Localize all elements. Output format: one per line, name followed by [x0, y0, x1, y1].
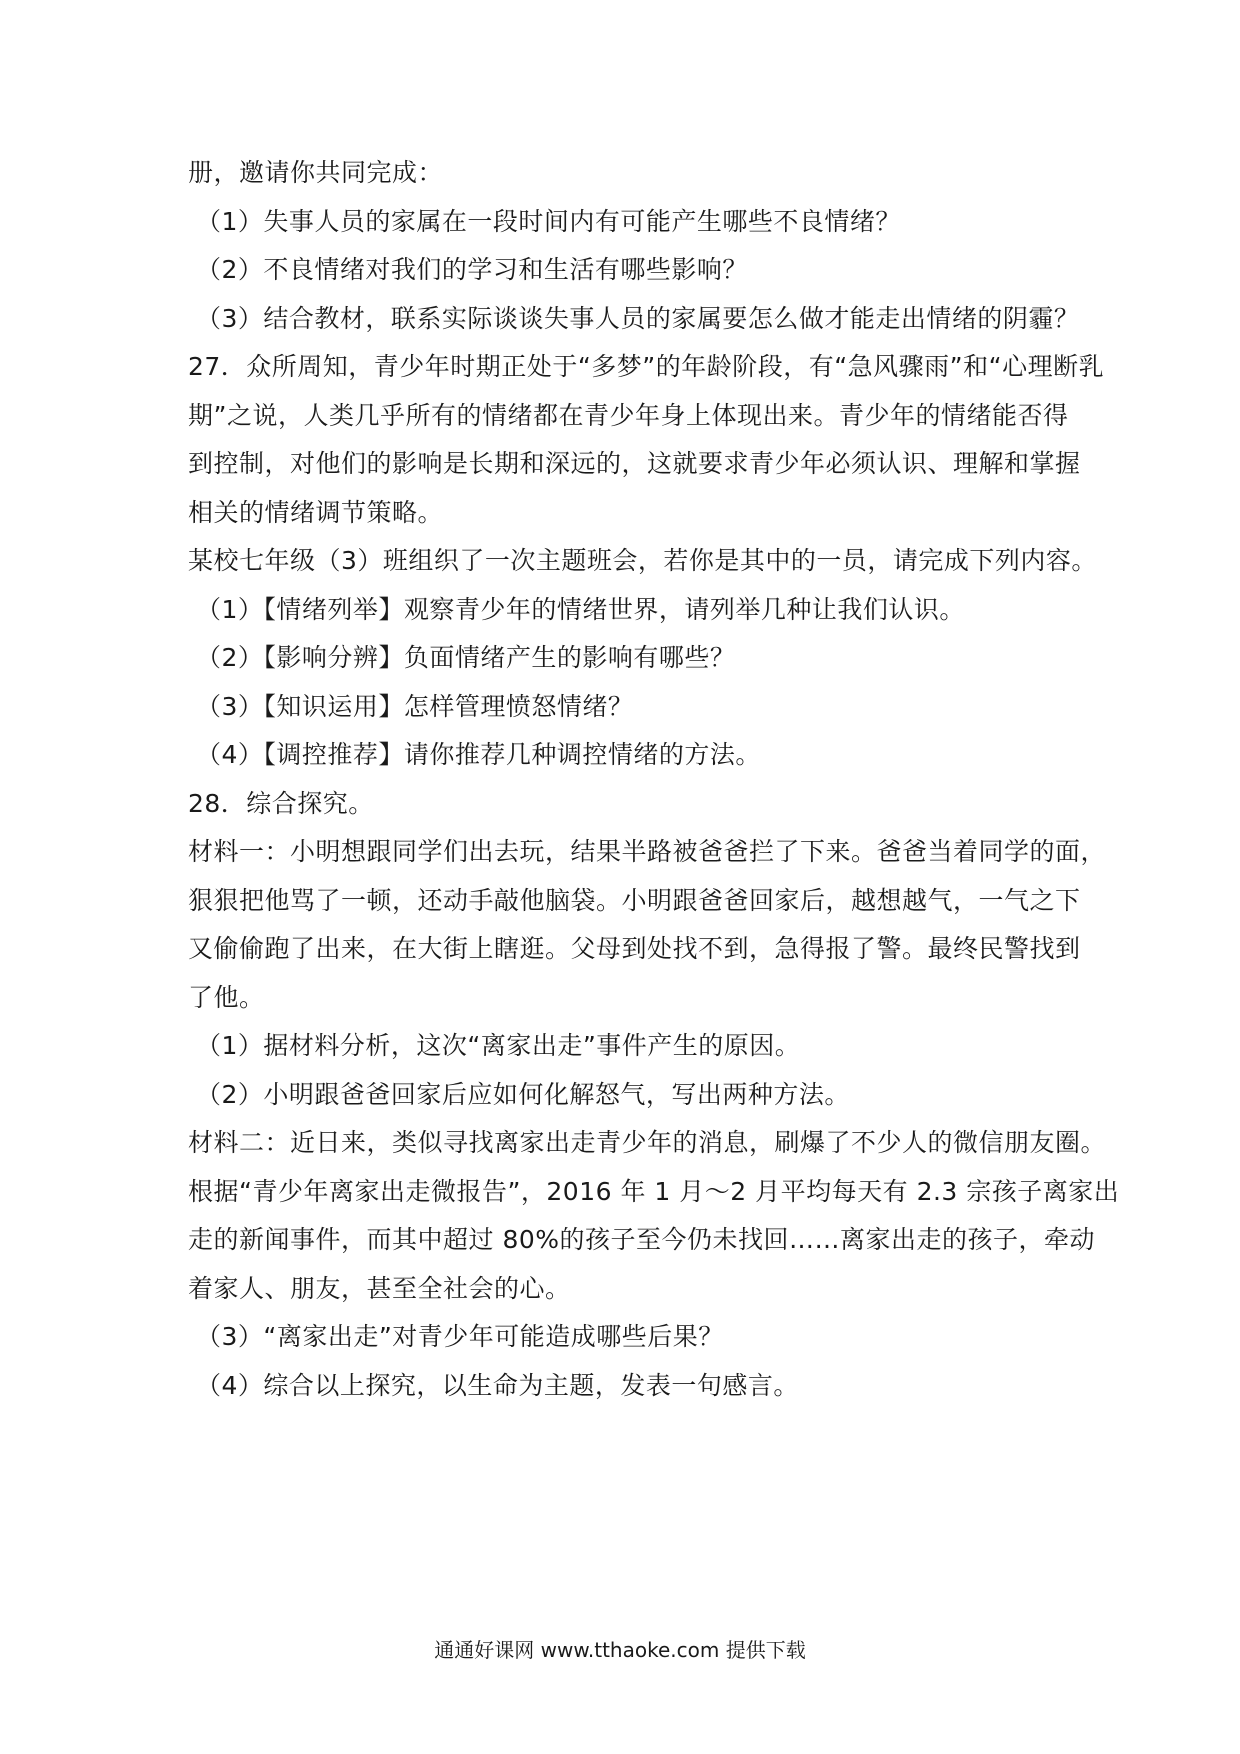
- text-line: 某校七年级（3）班组织了一次主题班会，若你是其中的一员，请完成下列内容。: [188, 546, 1097, 575]
- text-line: 到控制，对他们的影响是长期和深远的，这就要求青少年必须认识、理解和掌握: [188, 449, 1081, 478]
- document-body: [188, 148, 1120, 1409]
- text-line: 狠狠把他骂了一顿，还动手敲他脑袋。小明跟爸爸回家后，越想越气，一气之下: [188, 885, 1081, 915]
- text-line: 又偷偷跑了出来，在大街上瞎逛。父母到处找不到，急得报了警。最终民警找到: [188, 934, 1081, 963]
- text-line: 期”之说，人类几乎所有的情绪都在青少年身上体现出来。青少年的情绪能否得: [188, 400, 1069, 430]
- material-two-text: 材料二：近日来，类似寻找离家出走青少年的消息，刷爆了不少人的微信朋友圈。: [188, 1128, 1107, 1157]
- question-28-title: 28．综合探究。: [188, 788, 374, 818]
- text-line: 根据“青少年离家出走微报告”，2016 年 1 月～2 月平均每天有 2.3 宗孩子离家出: [188, 1176, 1120, 1206]
- question-27-text: 27．众所周知，青少年时期正处于“多梦”的年龄阶段，有“急风骤雨”和“心理断乳: [188, 352, 1105, 381]
- text-line: 册，邀请你共同完成：: [188, 158, 444, 187]
- question-item: （2）小明跟爸爸回家后应如何化解怒气，写出两种方法。: [196, 1079, 850, 1109]
- question-item: （1）失事人员的家属在一段时间内有可能产生哪些不良情绪？: [196, 206, 901, 236]
- question-item: （1）据材料分析，这次“离家出走”事件产生的原因。: [196, 1031, 801, 1060]
- question-item: （2）【影响分辨】负面情绪产生的影响有哪些？: [196, 643, 736, 672]
- question-item: （3）“离家出走”对青少年可能造成哪些后果？: [196, 1322, 724, 1351]
- question-item: （2）不良情绪对我们的学习和生活有哪些影响？: [196, 255, 748, 284]
- text-line: 走的新闻事件，而其中超过 80%的孩子至今仍未找回……离家出走的孩子，牵动: [188, 1225, 1096, 1254]
- question-item: （4）综合以上探究，以生命为主题，发表一句感言。: [196, 1370, 799, 1400]
- text-line: 了他。: [188, 982, 265, 1012]
- page-footer: 通通好课网 www.tthaoke.com 提供下载: [434, 1638, 806, 1662]
- question-item: （3）结合教材，联系实际谈谈失事人员的家属要怎么做才能走出情绪的阴霾？: [196, 303, 1080, 333]
- question-item: （1）【情绪列举】观察青少年的情绪世界，请列举几种让我们认识。: [196, 594, 965, 624]
- material-one-text: 材料一：小明想跟同学们出去玩，结果半路被爸爸拦了下来。爸爸当着同学的面，: [188, 837, 1107, 866]
- text-line: 着家人、朋友，甚至全社会的心。: [188, 1273, 571, 1303]
- question-item: （4）【调控推荐】请你推荐几种调控情绪的方法。: [196, 740, 761, 769]
- question-item: （3）【知识运用】怎样管理愤怒情绪？: [196, 691, 634, 721]
- text-line: 相关的情绪调节策略。: [188, 497, 444, 527]
